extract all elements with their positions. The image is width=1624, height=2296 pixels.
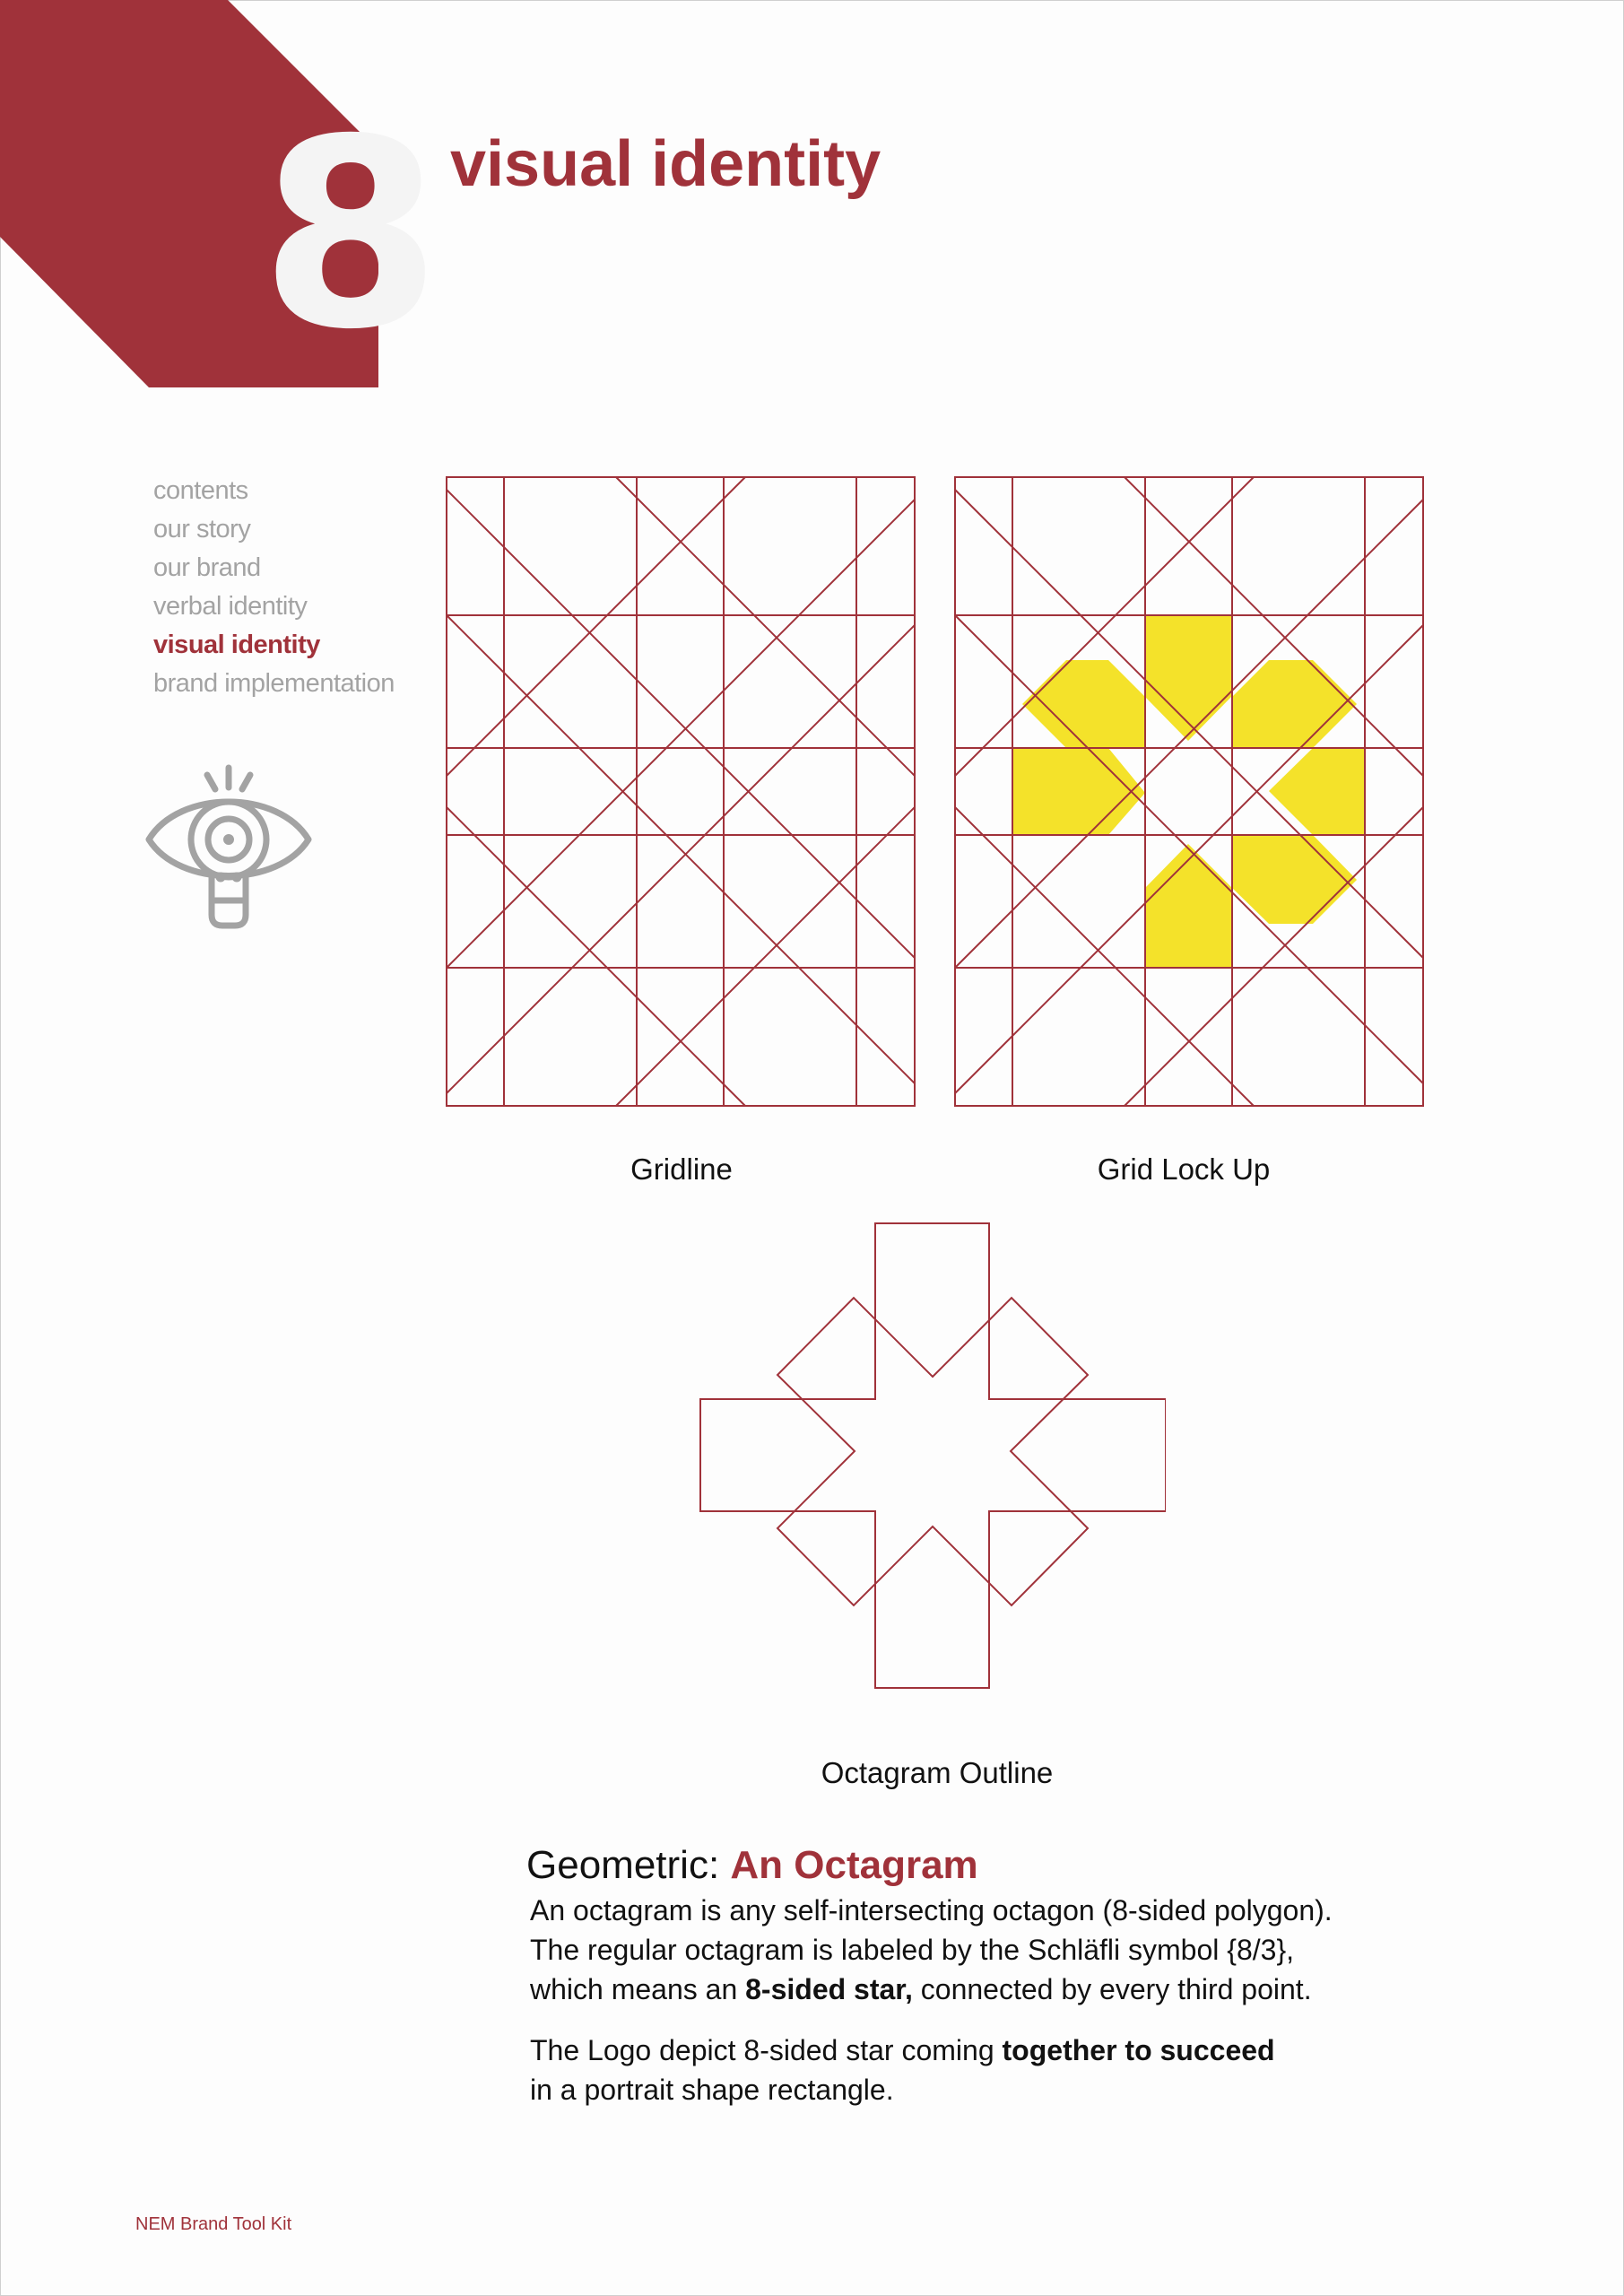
logo-line-1-start: The Logo depict 8-sided star coming [530, 2034, 1003, 2066]
nav-item-contents[interactable]: contents [153, 476, 248, 505]
octagram-caption: Octagram Outline [821, 1756, 1054, 1789]
logo-paragraph [530, 2031, 1472, 2109]
section-nav [153, 472, 395, 703]
heading-accent: An Octagram [730, 1843, 978, 1887]
nav-item-our-brand[interactable]: our brand [153, 553, 261, 582]
eye-lightbulb-icon [143, 762, 314, 933]
definition-line-2: The regular octagram is labeled by the Schläfli symbol {8/3}, [530, 1934, 1295, 1966]
octagram-outline-figure [699, 1222, 1166, 1689]
section-heading [526, 1840, 978, 1891]
heading-prefix: Geometric: [526, 1843, 731, 1887]
definition-line-3-bold: 8-sided star, [745, 1973, 913, 2005]
definition-line-3-end: connected by every third point. [912, 1973, 1312, 2005]
definition-paragraph [530, 1891, 1472, 2009]
nav-item-visual-identity[interactable]: visual identity [153, 631, 320, 659]
nav-item-brand-implementation[interactable]: brand implementation [153, 669, 395, 698]
chapter-number: 8 [260, 84, 436, 387]
page-title: visual identity [450, 128, 881, 200]
gridline-figure [446, 476, 917, 1108]
grid-lock-up-figure [954, 476, 1426, 1108]
definition-line-3-start: which means an [530, 1973, 746, 2005]
gridline-caption: Gridline [630, 1152, 733, 1186]
definition-line-1: An octagram is any self-intersecting octagon (8-sided polygon). [530, 1894, 1333, 1926]
footer-label: NEM Brand Tool Kit [135, 2214, 292, 2234]
logo-line-2: in a portrait shape rectangle. [530, 2074, 894, 2106]
nav-item-verbal-identity[interactable]: verbal identity [153, 592, 308, 621]
grid-lock-up-caption: Grid Lock Up [1097, 1152, 1271, 1186]
logo-line-1-bold: together to succeed [1002, 2034, 1275, 2066]
nav-item-our-story[interactable]: our story [153, 515, 251, 544]
